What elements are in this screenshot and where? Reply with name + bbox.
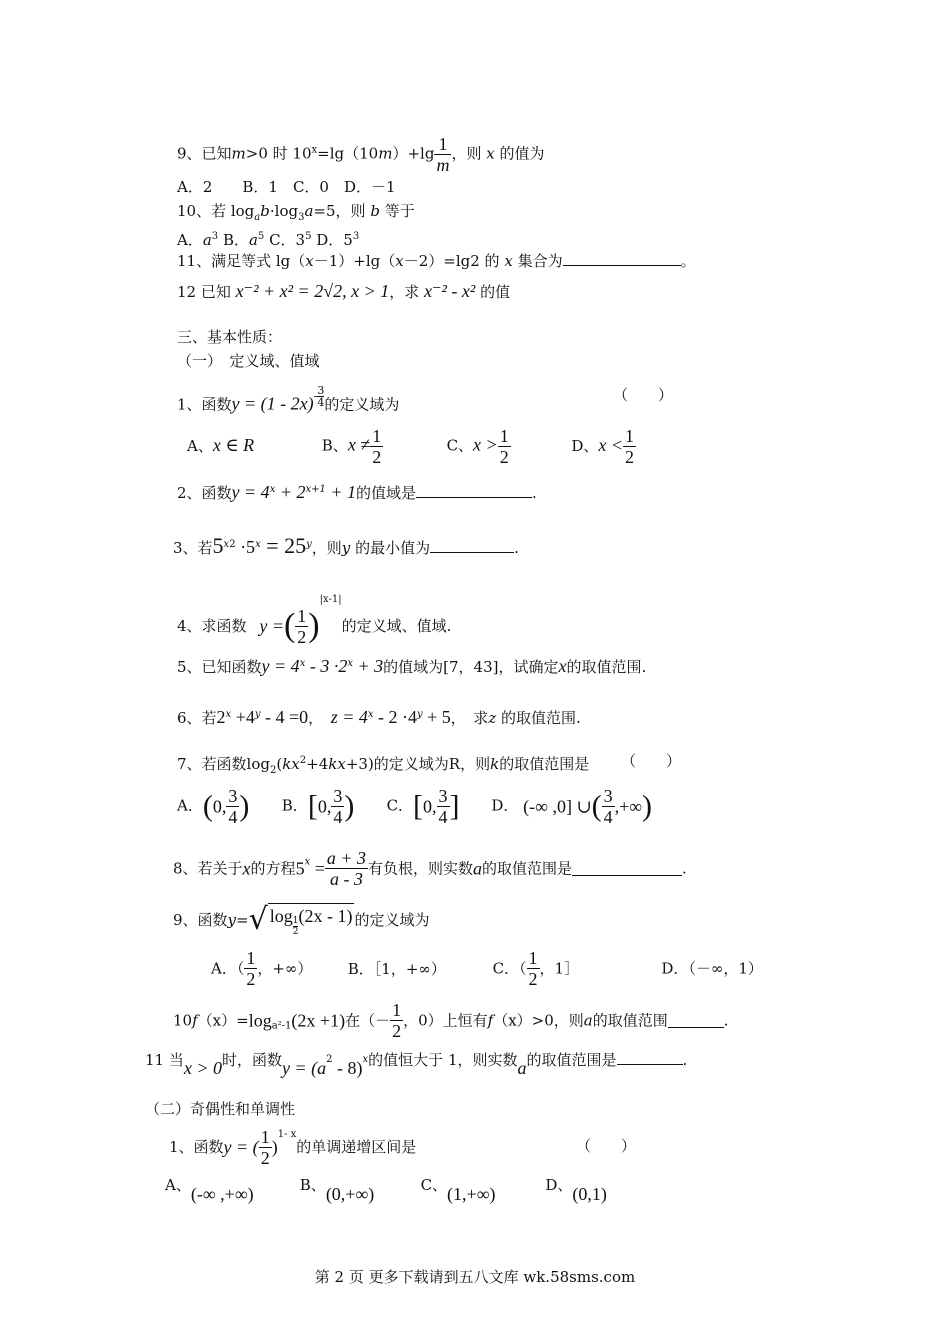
- fraction-1-over-m: $\frac{1}{m}$: [436, 134, 450, 175]
- question-10-options: A．$a^3$ B．$a^5$ C．$3^5$ D．$5^3$: [177, 231, 360, 249]
- answer-blank[interactable]: [563, 251, 681, 266]
- paren-answer: （ ）: [576, 1137, 637, 1155]
- domain-q5: 5、已知函数$y = 4^x - 3 \cdot 2^x + 3$的值域为[7，43]，试确定x的取值范围.: [177, 656, 647, 676]
- domain-q1-options: A、x ∈ R B、x ≠ $\frac{1}{2}$ C、x > $\frac{1}{2}$ D、x < $\frac{1}{2}$: [187, 426, 635, 467]
- domain-q6: 6、若$2^x +4^y - 4 =0$， $z = 4^x - 2 \cdot 4^y + 5$， 求z 的取值范围.: [177, 707, 581, 727]
- domain-q1: 1、函数y = (1 - 2x)- $\frac{3}{4}$ 的定义域为: [177, 384, 400, 414]
- subsection-parity-monotonicity: （二）奇偶性和单调性: [145, 1100, 296, 1118]
- domain-q9: 9、函数y=√ log $\frac{1}{2}$ (2x - 1) 的定义域为: [173, 902, 430, 937]
- question-9-options: A．2 B．1 C．0 D．－1: [177, 178, 396, 196]
- section-heading-3: 三、基本性质：: [177, 328, 283, 346]
- domain-q7-options: A．(0, $\frac{3}{4}$ ) B．[0, $\frac{3}{4}$ ) C．[0, $\frac{3}{4}$ ] D． (-∞ ,0] ∪( $\frac{3}{4}$ ,+∞): [177, 786, 653, 827]
- domain-q3: 3、若$5^{x2} \cdot 5^x = 25^y$，则y 的最小值为 .: [173, 533, 519, 558]
- domain-q10: $10f(x)=\log_{a^2-1}(2x +1)$在（－ $\frac{1}{2}$ ，0）上恒有f（x）>0，则a的取值范围 .: [173, 1000, 729, 1041]
- page-footer: 第 2 页 更多下载请到五八文库 wk.58sms.com: [314, 1268, 636, 1286]
- domain-q7: 7、若函数$\log_2(kx^2+4kx+3)$的定义域为R，则k的取值范围是: [177, 755, 590, 776]
- subsection-domain-range: （一） 定义域、值域: [177, 352, 320, 370]
- question-10-first: 10、若 $\log_ab\cdot\log_3a=5$，则 b 等于: [177, 202, 415, 223]
- equation: x⁻² + x² = 2√2, x > 1: [235, 281, 390, 301]
- monotonic-q1-options: A、(-∞ ,+∞) B、(0,+∞) C、(1,+∞) D、(0,1): [165, 1176, 607, 1204]
- domain-q2: 2、函数$y = 4^x + 2^{x+1} + 1$的值域是 .: [177, 482, 537, 502]
- monotonic-q1: 1、函数y = ( $\frac{1}{2}$ )$^{1- x}$的单调递增区间是: [169, 1126, 417, 1168]
- paren-answer: （ ）: [621, 752, 682, 770]
- domain-q8: 8、若关于x的方程$5^x$ = $\frac{a + 3}{a - 3}$ 有负根，则实数a的取值范围是 .: [173, 848, 687, 889]
- answer-blank[interactable]: [416, 483, 532, 498]
- domain-q9-options: A．（ $\frac{1}{2}$ ，+∞） B．［1，+∞） C．（ $\frac{1}{2}$ ，1］ D．（－∞，1）: [211, 948, 763, 989]
- answer-blank[interactable]: [572, 861, 682, 876]
- paren-answer: （ ）: [613, 386, 674, 404]
- answer-blank[interactable]: [617, 1050, 683, 1065]
- question-12-first: 12 已知 x⁻² + x² = 2√2, x > 1，求 x⁻² - x² 的值: [177, 281, 511, 301]
- answer-blank[interactable]: [430, 538, 514, 553]
- question-11-first: 11、满足等式 lg（x－1）+lg（x－2）=lg2 的 x 集合为 。: [177, 252, 696, 270]
- question-9-first: 9、已知m>0 时 $10^x=\lg(10m)+\lg$ $\frac{1}{m}$ ，则 x 的值为: [177, 134, 545, 175]
- domain-q4: 4、求函数 y =( $\frac{1}{2}$ )$^{|x-1|}$的定义域、值域.: [177, 594, 452, 647]
- domain-q11: 11 当x > 0时，函数$y = (a^2 - 8)^x$的值恒大于 1，则实数a的取值范围是 .: [145, 1051, 688, 1078]
- answer-blank[interactable]: [668, 1013, 724, 1028]
